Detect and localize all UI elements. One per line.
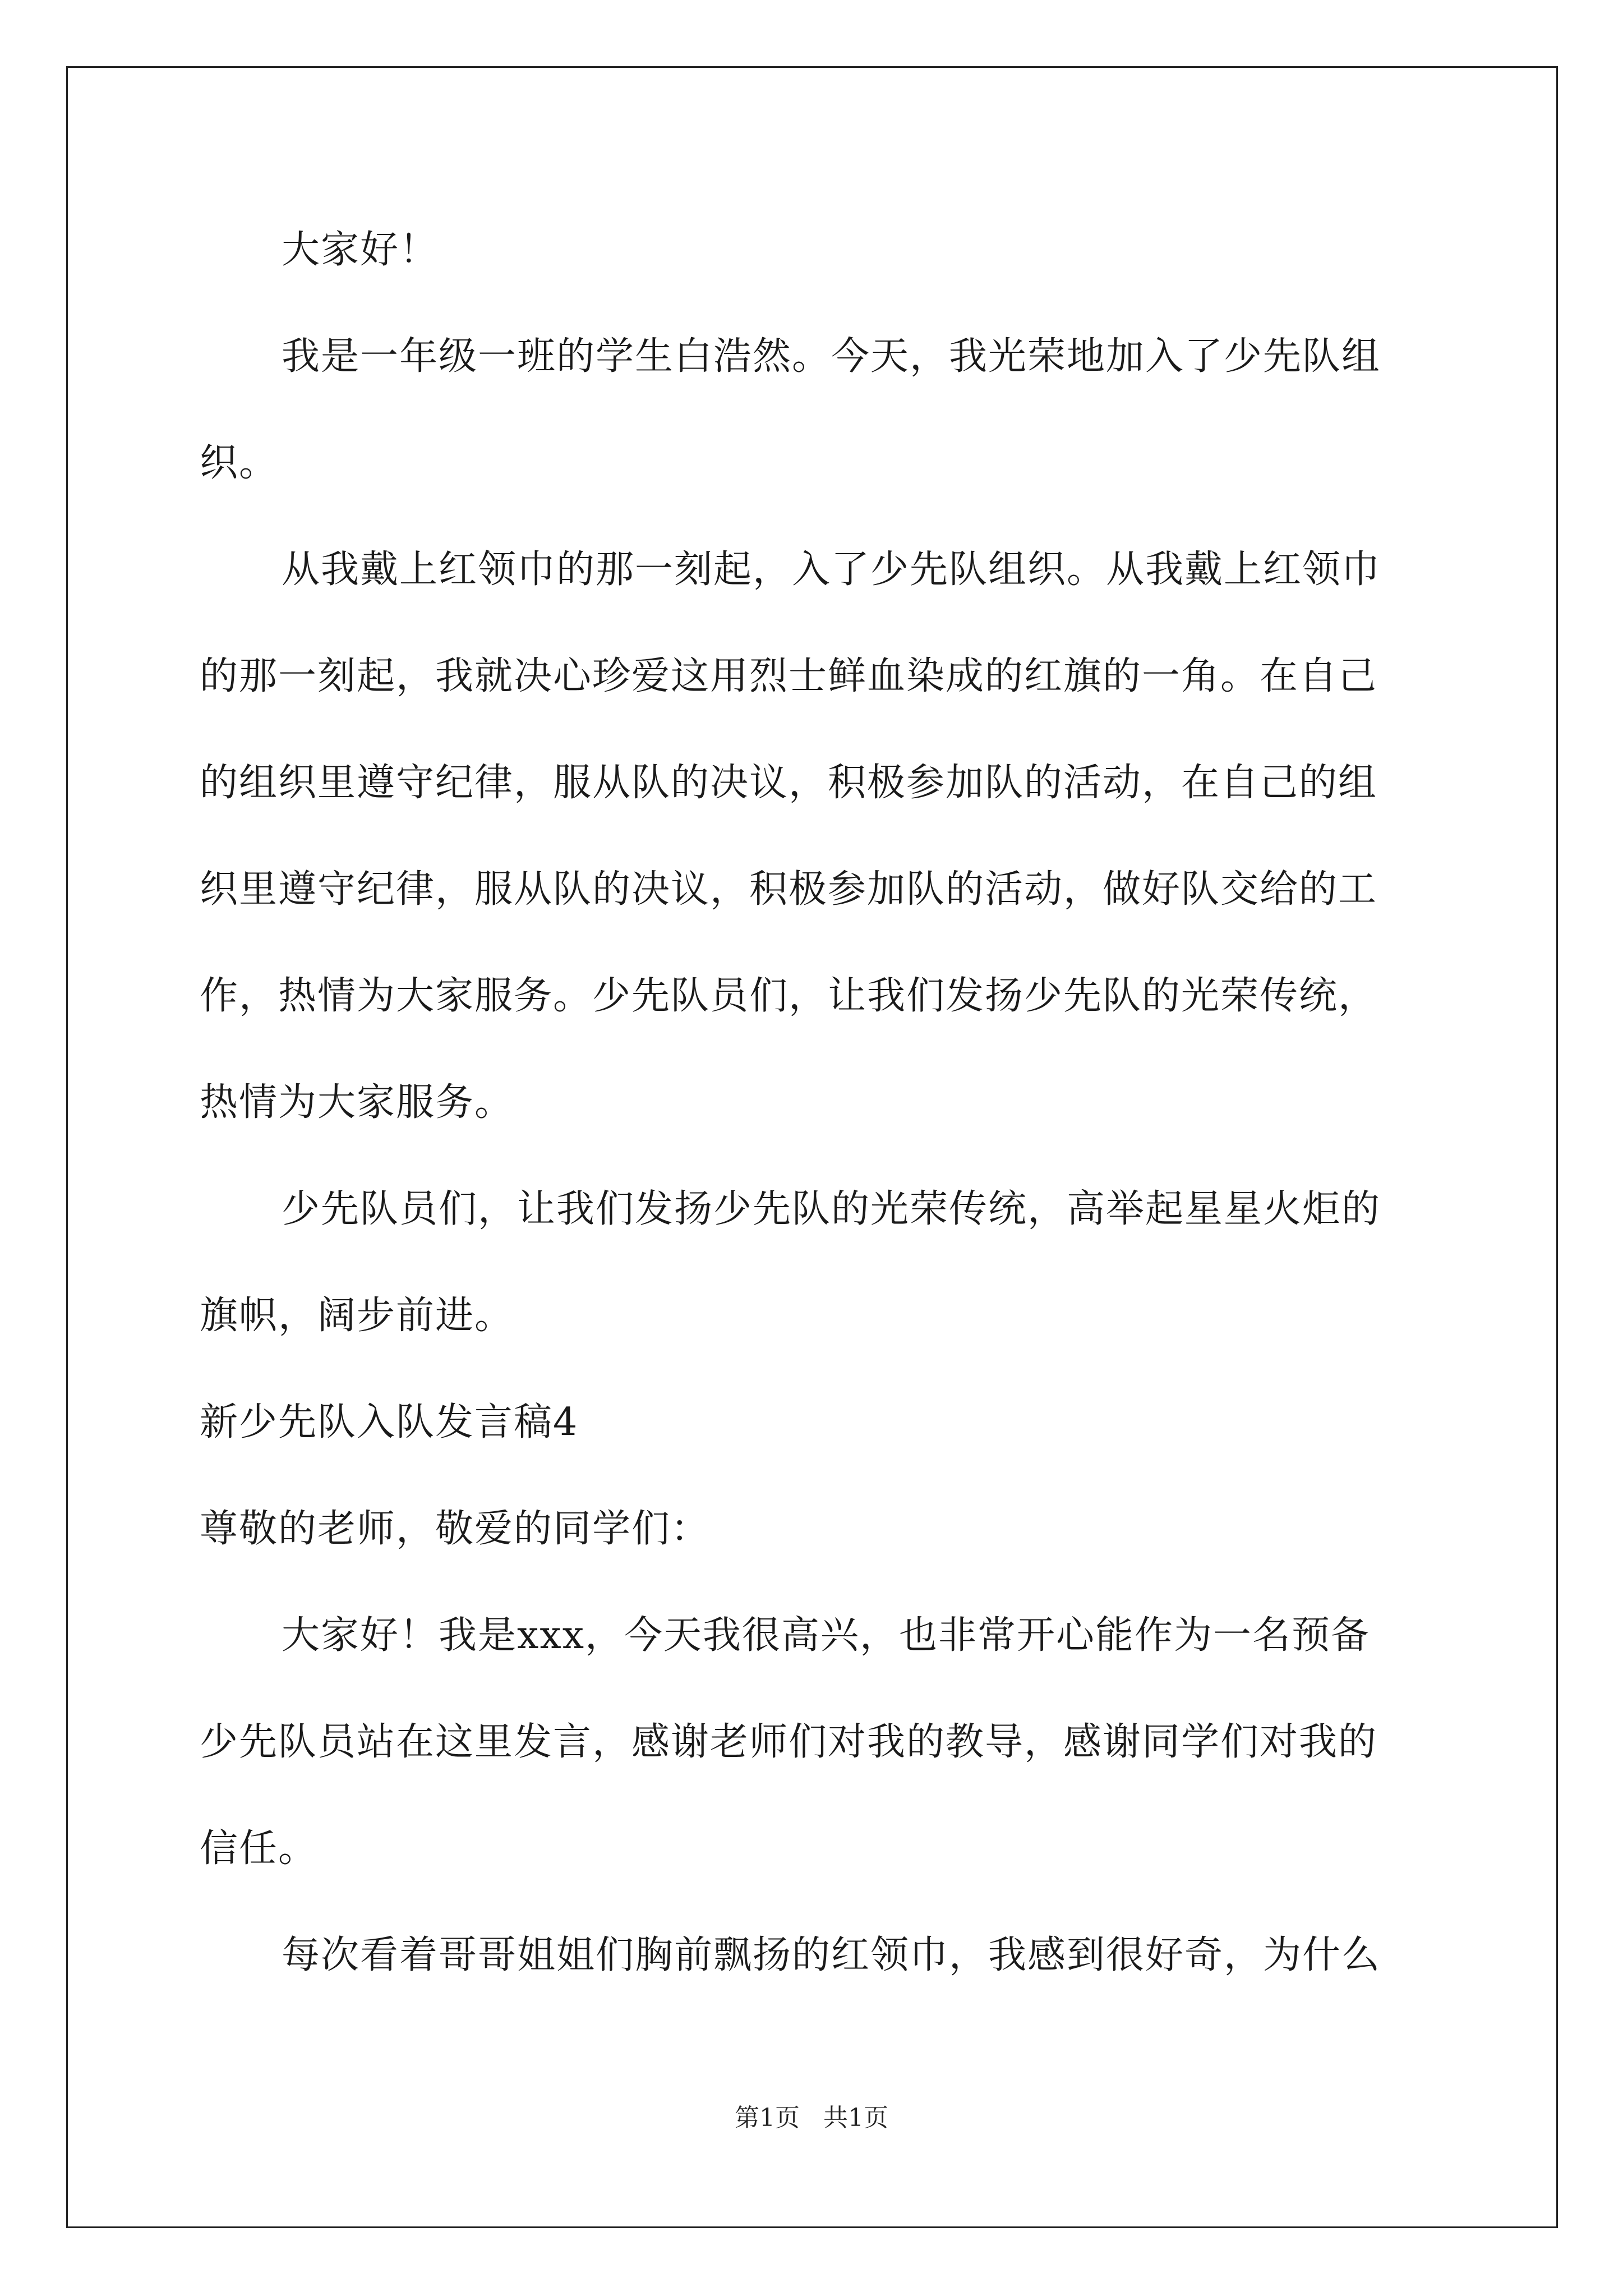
text-line: 少先队员们，让我们发扬少先队的光荣传统，高举起星星火炬的: [282, 1187, 1381, 1231]
section-heading: 新少先队入队发言稿4: [200, 1400, 579, 1444]
text-line: 织。: [200, 441, 279, 485]
page-number-current: 第1页: [735, 2104, 800, 2132]
page-footer: [0, 2102, 1623, 2134]
text-line: 旗帜，阔步前进。: [200, 1294, 514, 1338]
text-line: 织里遵守纪律，服从队的决议，积极参加队的活动，做好队交给的工: [200, 867, 1378, 912]
text-line: 大家好！: [282, 228, 439, 272]
text-line: 热情为大家服务。: [200, 1080, 514, 1125]
text-line: 从我戴上红领巾的那一刻起，入了少先队组织。从我戴上红领巾: [282, 547, 1381, 592]
salutation: 尊敬的老师，敬爱的同学们：: [200, 1507, 711, 1551]
text-line: 的那一刻起，我就决心珍爱这用烈士鲜血染成的红旗的一角。在自己: [200, 654, 1378, 698]
text-line: 信任。: [200, 1826, 318, 1871]
text-line: 每次看着哥哥姐姐们胸前飘扬的红领巾，我感到很好奇，为什么: [282, 1933, 1381, 1977]
text-line: 作，热情为大家服务。少先队员们，让我们发扬少先队的光荣传统，: [200, 974, 1378, 1018]
page-border: [66, 66, 1558, 2228]
text-line: 我是一年级一班的学生白浩然。今天，我光荣地加入了少先队组: [282, 334, 1381, 379]
text-line: 的组织里遵守纪律，服从队的决议，积极参加队的活动，在自己的组: [200, 761, 1378, 805]
text-line: 少先队员站在这里发言，感谢老师们对我的教导，感谢同学们对我的: [200, 1720, 1378, 1764]
text-line: 大家好！我是xxx，今天我很高兴，也非常开心能作为一名预备: [282, 1613, 1371, 1658]
page-number-total: 共1页: [823, 2104, 888, 2132]
